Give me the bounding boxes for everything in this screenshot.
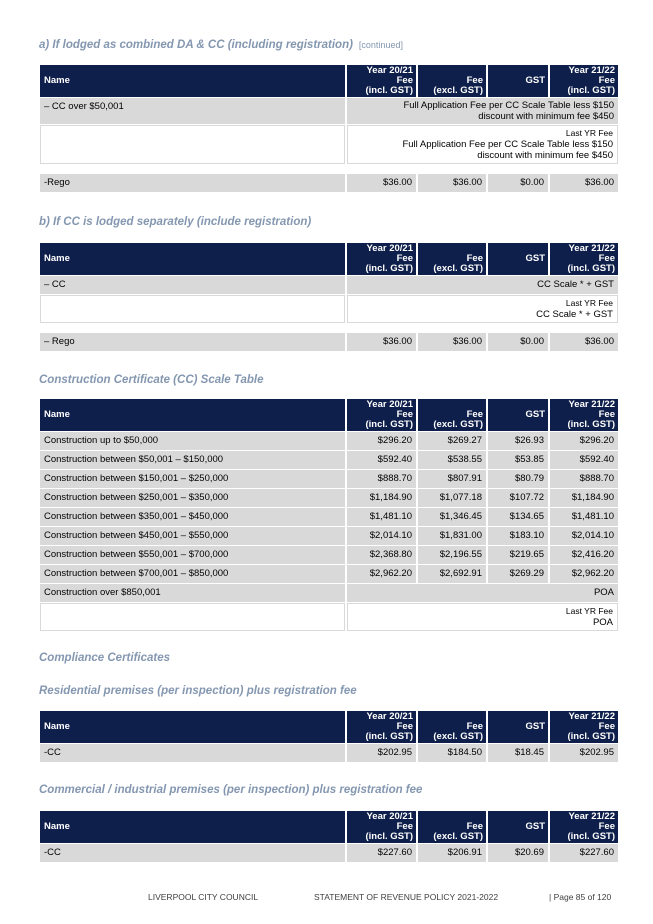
cell-incl: $1,184.90 (550, 489, 618, 507)
table-row (40, 489, 618, 507)
table-row (40, 276, 618, 294)
table-header (40, 65, 618, 97)
table-header (40, 399, 618, 431)
table-header (40, 811, 618, 843)
cell-prev: $2,962.20 (347, 565, 416, 583)
header-name: Name (40, 399, 345, 431)
cell-gst: $18.45 (488, 744, 548, 762)
footer-document: STATEMENT OF REVENUE POLICY 2021-2022 (314, 892, 499, 902)
row-name: – Rego (40, 333, 345, 351)
header-prev: Year 20/21 Fee (incl. GST) (347, 243, 416, 275)
cell-prev: $1,184.90 (347, 489, 416, 507)
header-name: Name (40, 711, 345, 743)
cell-prev: $2,368.80 (347, 546, 416, 564)
header-excl: Fee (excl. GST) (418, 811, 486, 843)
header-excl: Fee (excl. GST) (418, 399, 486, 431)
cell-gst: $0.00 (488, 333, 548, 351)
header-curr: Year 21/22 Fee (incl. GST) (550, 399, 618, 431)
cell-incl: $202.95 (550, 744, 618, 762)
cell-incl: $2,416.20 (550, 546, 618, 564)
cell-excl: $2,692.91 (418, 565, 486, 583)
commercial-heading: Commercial / industrial premises (per inspection) plus registration fee (39, 784, 423, 796)
header-gst: GST (488, 711, 548, 743)
table-row (40, 744, 618, 762)
cell-excl: $1,346.45 (418, 508, 486, 526)
row-last-year: Last YR Fee Full Application Fee per CC Scale Table less $150 discount with minimum fee $450 (347, 125, 618, 164)
cell-excl: $206.91 (418, 844, 486, 862)
table-row (40, 584, 618, 602)
cell-excl: $184.50 (418, 744, 486, 762)
row-last-year: Last YR Fee CC Scale * + GST (347, 295, 618, 323)
cell-prev: $227.60 (347, 844, 416, 862)
header-gst: GST (488, 243, 548, 275)
header-curr: Year 21/22 Fee (incl. GST) (550, 65, 618, 97)
continued-label: [continued] (358, 40, 403, 50)
residential-heading: Residential premises (per inspection) plus registration fee (39, 685, 357, 697)
table-row (40, 546, 618, 564)
header-prev: Year 20/21 Fee (incl. GST) (347, 399, 416, 431)
header-excl: Fee (excl. GST) (418, 711, 486, 743)
header-curr: Year 21/22 Fee (incl. GST) (550, 711, 618, 743)
header-excl: Fee (excl. GST) (418, 65, 486, 97)
table-header (40, 243, 618, 275)
cell-prev: $36.00 (347, 174, 416, 192)
row-name: Construction between $550,001 – $700,000 (40, 546, 345, 564)
row-name: – CC over $50,001 (40, 98, 345, 124)
cell-prev: $202.95 (347, 744, 416, 762)
header-name: Name (40, 65, 345, 97)
cell-prev: $36.00 (347, 333, 416, 351)
row-name: Construction between $350,001 – $450,000 (40, 508, 345, 526)
cell-incl: $36.00 (550, 333, 618, 351)
row-name: Construction between $250,001 – $350,000 (40, 489, 345, 507)
row-name: Construction between $150,001 – $250,000 (40, 470, 345, 488)
row-name: – CC (40, 276, 345, 294)
row-name: Construction up to $50,000 (40, 432, 345, 450)
cell-gst: $53.85 (488, 451, 548, 469)
row-fee-text: POA (347, 584, 618, 602)
row-name: -Rego (40, 174, 345, 192)
row-name: -CC (40, 844, 345, 862)
cell-incl: $592.40 (550, 451, 618, 469)
footer-council: LIVERPOOL CITY COUNCIL (148, 892, 259, 902)
header-curr: Year 21/22 Fee (incl. GST) (550, 811, 618, 843)
row-name: Construction between $700,001 – $850,000 (40, 565, 345, 583)
cell-prev: $296.20 (347, 432, 416, 450)
table-row (40, 125, 618, 164)
table-header (40, 711, 618, 743)
cell-incl: $1,481.10 (550, 508, 618, 526)
table-row (40, 98, 618, 124)
cell-gst: $134.65 (488, 508, 548, 526)
header-name: Name (40, 243, 345, 275)
cell-gst: $183.10 (488, 527, 548, 545)
cell-excl: $36.00 (418, 333, 486, 351)
cell-prev: $2,014.10 (347, 527, 416, 545)
table-row (40, 565, 618, 583)
table-row (40, 527, 618, 545)
table-row (40, 844, 618, 862)
table-row (40, 333, 618, 351)
cell-excl: $538.55 (418, 451, 486, 469)
residential-table (38, 710, 620, 763)
header-prev: Year 20/21 Fee (incl. GST) (347, 711, 416, 743)
row-last-year: Last YR Fee POA (347, 603, 618, 631)
row-name: -CC (40, 744, 345, 762)
header-curr: Year 21/22 Fee (incl. GST) (550, 243, 618, 275)
cell-incl: $227.60 (550, 844, 618, 862)
row-fee-text: CC Scale * + GST (347, 276, 618, 294)
cell-incl: $296.20 (550, 432, 618, 450)
header-name: Name (40, 811, 345, 843)
cell-gst: $80.79 (488, 470, 548, 488)
cell-gst: $107.72 (488, 489, 548, 507)
cell-gst: $219.65 (488, 546, 548, 564)
cell-excl: $807.91 (418, 470, 486, 488)
cell-gst: $269.29 (488, 565, 548, 583)
row-name: Construction over $850,001 (40, 584, 345, 602)
cell-excl: $36.00 (418, 174, 486, 192)
cc-scale-heading: Construction Certificate (CC) Scale Table (39, 374, 264, 386)
cell-incl: $2,014.10 (550, 527, 618, 545)
cell-prev: $1,481.10 (347, 508, 416, 526)
cell-excl: $1,831.00 (418, 527, 486, 545)
cell-incl: $2,962.20 (550, 565, 618, 583)
header-prev: Year 20/21 Fee (incl. GST) (347, 811, 416, 843)
table-row (40, 508, 618, 526)
row-fee-text: Full Application Fee per CC Scale Table less $150 discount with minimum fee $450 (347, 98, 618, 124)
section-b-heading: b) If CC is lodged separately (include registration) (39, 216, 312, 228)
table-row (40, 174, 618, 192)
section-a-heading (39, 39, 403, 51)
cell-prev: $888.70 (347, 470, 416, 488)
cell-gst: $0.00 (488, 174, 548, 192)
table-row (40, 295, 618, 323)
footer-page-number: | Page 85 of 120 (549, 892, 612, 902)
row-name: Construction between $50,001 – $150,000 (40, 451, 345, 469)
table-row (40, 470, 618, 488)
cell-incl: $888.70 (550, 470, 618, 488)
header-gst: GST (488, 65, 548, 97)
cell-excl: $2,196.55 (418, 546, 486, 564)
table-row (40, 451, 618, 469)
header-gst: GST (488, 399, 548, 431)
section-a-table (38, 64, 620, 193)
header-gst: GST (488, 811, 548, 843)
table-row (40, 603, 618, 631)
cell-excl: $1,077.18 (418, 489, 486, 507)
table-row (40, 432, 618, 450)
compliance-heading: Compliance Certificates (39, 652, 171, 664)
commercial-table (38, 810, 620, 863)
section-a-title: a) If lodged as combined DA & CC (including registration) (39, 39, 353, 51)
cell-incl: $36.00 (550, 174, 618, 192)
header-excl: Fee (excl. GST) (418, 243, 486, 275)
cell-gst: $26.93 (488, 432, 548, 450)
cell-gst: $20.69 (488, 844, 548, 862)
cell-excl: $269.27 (418, 432, 486, 450)
section-b-table (38, 242, 620, 352)
row-name: Construction between $450,001 – $550,000 (40, 527, 345, 545)
cc-scale-table (38, 398, 620, 632)
header-prev: Year 20/21 Fee (incl. GST) (347, 65, 416, 97)
cell-prev: $592.40 (347, 451, 416, 469)
